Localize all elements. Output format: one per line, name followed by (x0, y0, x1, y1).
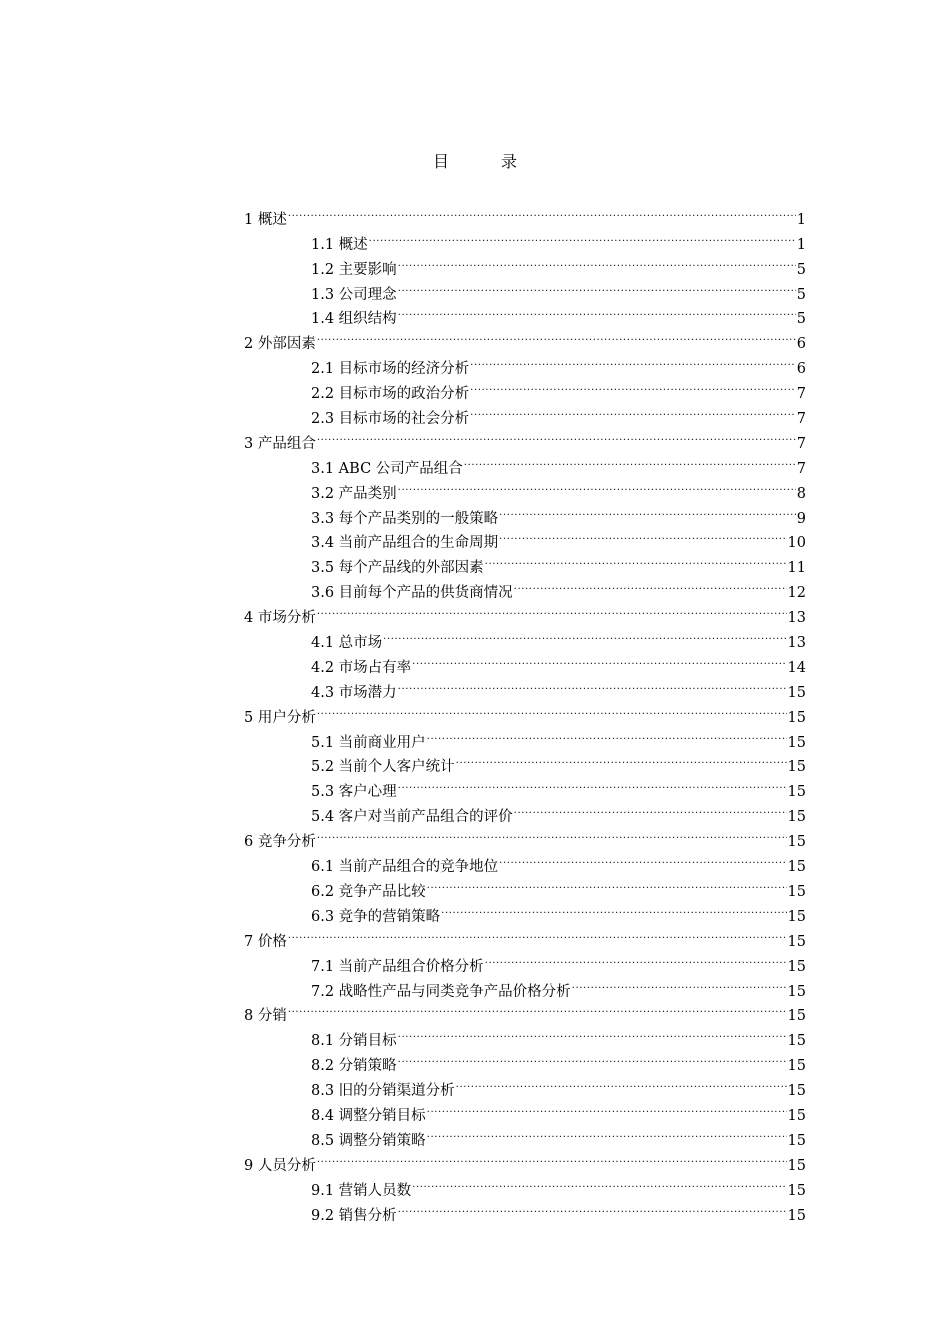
toc-entry-page-number: 15 (787, 684, 806, 701)
toc-dot-leader (317, 697, 787, 722)
toc-entry-label: 9.1 营销人员数 (311, 1182, 412, 1199)
toc-entry-section[interactable] (244, 1020, 806, 1050)
toc-entry-label: 5 用户分析 (244, 709, 316, 726)
table-of-contents (244, 199, 806, 1224)
toc-dot-leader (398, 473, 796, 498)
toc-dot-leader (485, 547, 787, 572)
toc-dot-leader (398, 1195, 787, 1220)
toc-entry-page-number: 15 (787, 883, 806, 900)
toc-entry-label: 7 价格 (244, 933, 287, 950)
toc-entry-page-number: 11 (787, 560, 806, 577)
toc-entry-section[interactable] (244, 348, 806, 378)
toc-dot-leader (398, 299, 796, 324)
toc-entry-label: 6 竞争分析 (244, 834, 316, 851)
toc-dot-leader (317, 423, 796, 448)
toc-entry-page-number: 15 (787, 1207, 806, 1224)
toc-entry-page-number: 1 (796, 211, 806, 228)
toc-entry-label: 4.2 市场占有率 (311, 659, 412, 676)
toc-dot-leader (317, 597, 787, 622)
toc-entry-page-number: 15 (787, 859, 806, 876)
toc-entry-label: 7.1 当前产品组合价格分析 (311, 958, 484, 975)
toc-dot-leader (317, 1145, 787, 1170)
toc-dot-leader (485, 946, 787, 971)
toc-entry-page-number: 15 (787, 1008, 806, 1025)
title-char-1: 目 (432, 152, 449, 171)
toc-entry-label: 8.2 分销策略 (311, 1058, 397, 1075)
toc-entry-section[interactable] (244, 946, 806, 975)
toc-entry-label: 5.4 客户对当前产品组合的评价 (311, 809, 513, 826)
toc-entry-page-number: 15 (787, 1107, 806, 1124)
toc-entry-section[interactable] (244, 448, 806, 477)
toc-entry-label: 3.2 产品类别 (311, 485, 397, 502)
toc-dot-leader (398, 249, 796, 274)
toc-entry-label: 8.1 分销目标 (311, 1033, 397, 1050)
toc-entry-page-number: 15 (787, 1058, 806, 1075)
toc-entry-label: 1.2 主要影响 (311, 261, 397, 278)
toc-entry-page-number: 15 (787, 1033, 806, 1050)
toc-entry-page-number: 14 (787, 659, 806, 676)
title-char-2: 录 (501, 152, 518, 171)
toc-entry-page-number: 5 (796, 286, 806, 303)
toc-dot-leader (288, 921, 787, 946)
toc-entry-section[interactable] (244, 622, 806, 652)
toc-dot-leader (427, 1095, 787, 1120)
toc-dot-leader (288, 996, 787, 1021)
toc-entry-page-number: 15 (787, 1083, 806, 1100)
toc-entry-page-number: 8 (796, 485, 806, 502)
toc-dot-leader (499, 846, 786, 871)
toc-entry-chapter[interactable] (244, 921, 806, 950)
toc-dot-leader (398, 274, 796, 299)
toc-entry-page-number: 15 (787, 784, 806, 801)
toc-entry-page-number: 5 (796, 311, 806, 328)
toc-entry-label: 1.1 概述 (311, 236, 368, 253)
toc-dot-leader (398, 771, 787, 796)
toc-dot-leader (427, 1120, 787, 1145)
toc-entry-label: 3.6 目前每个产品的供货商情况 (311, 585, 513, 602)
toc-entry-label: 6.3 竞争的营销策略 (311, 908, 441, 925)
toc-entry-chapter[interactable] (244, 996, 806, 1025)
toc-entry-page-number: 15 (787, 983, 806, 1000)
toc-dot-leader (398, 1020, 787, 1045)
toc-dot-leader (441, 896, 786, 921)
toc-entry-label: 9 人员分析 (244, 1157, 316, 1174)
toc-entry-label: 1.3 公司理念 (311, 286, 397, 303)
toc-entry-label: 3.4 当前产品组合的生命周期 (311, 535, 499, 552)
toc-dot-leader (572, 971, 787, 996)
page-title (0, 152, 950, 172)
toc-entry-chapter[interactable] (244, 597, 806, 627)
toc-entry-label: 5.3 客户心理 (311, 784, 397, 801)
toc-entry-label: 2.2 目标市场的政治分析 (311, 386, 470, 403)
toc-entry-page-number: 7 (796, 411, 806, 428)
toc-entry-label: 9.2 销售分析 (311, 1207, 397, 1224)
toc-entry-page-number: 13 (787, 635, 806, 652)
toc-entry-page-number: 5 (796, 261, 806, 278)
toc-entry-label: 8 分销 (244, 1008, 287, 1025)
toc-entry-label: 6.1 当前产品组合的竞争地位 (311, 859, 499, 876)
toc-entry-page-number: 15 (787, 908, 806, 925)
toc-dot-leader (398, 1045, 787, 1070)
toc-dot-leader (288, 199, 796, 224)
toc-entry-label: 2.1 目标市场的经济分析 (311, 361, 470, 378)
toc-entry-page-number: 15 (787, 958, 806, 975)
toc-entry-page-number: 6 (796, 336, 806, 353)
toc-entry-page-number: 10 (787, 535, 806, 552)
toc-entry-page-number: 15 (787, 1132, 806, 1149)
toc-entry-page-number: 12 (787, 585, 806, 602)
toc-entry-page-number: 15 (787, 834, 806, 851)
toc-entry-page-number: 15 (787, 734, 806, 751)
toc-dot-leader (427, 722, 787, 747)
toc-dot-leader (317, 323, 796, 348)
toc-entry-section[interactable] (244, 224, 806, 253)
toc-entry-label: 4 市场分析 (244, 610, 316, 627)
toc-dot-leader (412, 647, 786, 672)
toc-dot-leader (383, 622, 786, 647)
toc-entry-label: 8.5 调整分销策略 (311, 1132, 426, 1149)
toc-dot-leader (369, 224, 796, 249)
toc-dot-leader (514, 572, 787, 597)
toc-dot-leader (470, 398, 796, 423)
toc-dot-leader (470, 348, 796, 373)
toc-entry-label: 4.3 市场潜力 (311, 684, 397, 701)
toc-entry-section[interactable] (244, 1170, 806, 1199)
toc-entry-label: 8.4 调整分销目标 (311, 1107, 426, 1124)
toc-entry-page-number: 15 (787, 709, 806, 726)
toc-entry-label: 2 外部因素 (244, 336, 316, 353)
toc-dot-leader (470, 373, 796, 398)
toc-entry-page-number: 1 (796, 236, 806, 253)
toc-entry-page-number: 7 (796, 435, 806, 452)
toc-entry-label: 3 产品组合 (244, 435, 316, 452)
toc-entry-label: 5.2 当前个人客户统计 (311, 759, 455, 776)
toc-entry-page-number: 15 (787, 809, 806, 826)
toc-dot-leader (456, 747, 787, 772)
toc-entry-chapter[interactable] (244, 423, 806, 452)
toc-entry-page-number: 9 (796, 510, 806, 527)
toc-entry-section[interactable] (244, 846, 806, 876)
toc-entry-page-number: 6 (796, 361, 806, 378)
toc-dot-leader (514, 796, 787, 821)
toc-dot-leader (464, 448, 796, 473)
toc-entry-section[interactable] (244, 722, 806, 751)
toc-entry-page-number: 15 (787, 1182, 806, 1199)
toc-entry-page-number: 7 (796, 386, 806, 403)
toc-entry-label: 6.2 竞争产品比较 (311, 883, 426, 900)
toc-dot-leader (412, 1170, 786, 1195)
toc-dot-leader (427, 871, 787, 896)
toc-entry-label: 3.3 每个产品类别的一般策略 (311, 510, 499, 527)
toc-dot-leader (499, 498, 796, 523)
toc-entry-page-number: 15 (787, 933, 806, 950)
toc-entry-chapter[interactable] (244, 199, 806, 228)
toc-entry-label: 5.1 当前商业用户 (311, 734, 426, 751)
toc-entry-label: 1 概述 (244, 211, 287, 228)
toc-entry-page-number: 15 (787, 759, 806, 776)
toc-dot-leader (499, 523, 786, 548)
toc-entry-label: 7.2 战略性产品与同类竞争产品价格分析 (311, 983, 571, 1000)
toc-dot-leader (456, 1070, 787, 1095)
toc-entry-chapter[interactable] (244, 821, 806, 851)
toc-entry-label: 1.4 组织结构 (311, 311, 397, 328)
toc-dot-leader (317, 821, 787, 846)
toc-entry-label: 4.1 总市场 (311, 635, 383, 652)
toc-entry-label: 8.3 旧的分销渠道分析 (311, 1083, 455, 1100)
toc-entry-page-number: 7 (796, 460, 806, 477)
toc-entry-chapter[interactable] (244, 323, 806, 353)
toc-entry-label: 3.1 ABC 公司产品组合 (311, 460, 463, 477)
toc-entry-label: 2.3 目标市场的社会分析 (311, 411, 470, 428)
toc-entry-label: 3.5 每个产品线的外部因素 (311, 560, 484, 577)
toc-entry-chapter[interactable] (244, 1145, 806, 1174)
toc-entry-page-number: 13 (787, 610, 806, 627)
toc-dot-leader (398, 672, 787, 697)
toc-entry-page-number: 15 (787, 1157, 806, 1174)
toc-entry-chapter[interactable] (244, 697, 806, 726)
